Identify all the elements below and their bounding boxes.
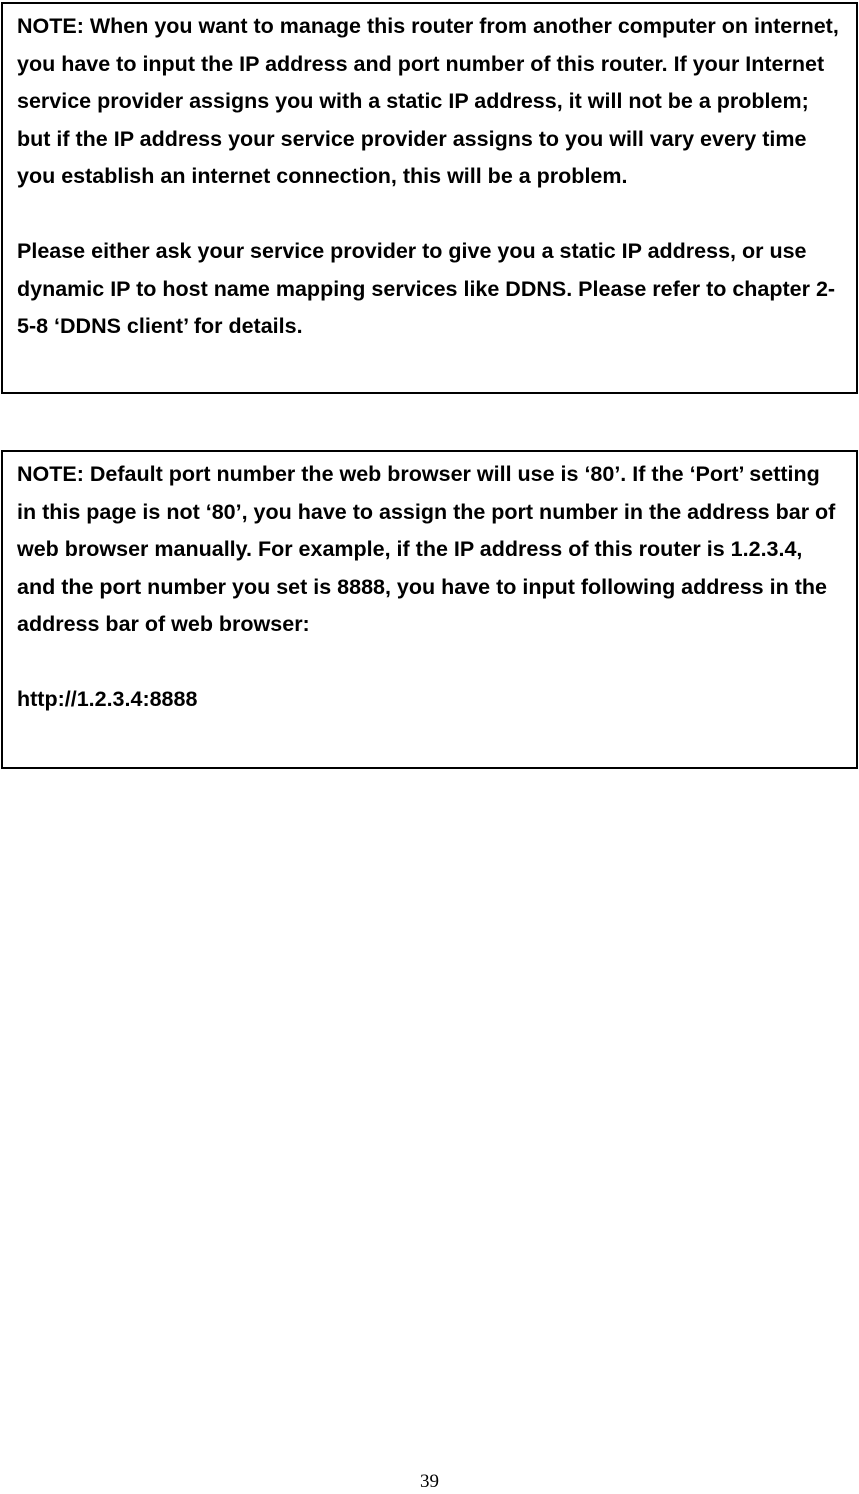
- note-box-port-number: [1, 450, 858, 769]
- note-paragraph: NOTE: Default port number the web browser will use is ‘80’. If the ‘Port’ setting in this page is not ‘80’, you have to assign the port number in the address bar of web browser manually. For example, if the IP address of this router is 1.2.3.4, and the port number you set is 8888, you have to input following address in the address bar of web browser:: [17, 462, 836, 636]
- note-paragraph: NOTE: When you want to manage this router from another computer on internet, you have to input the IP address and port number of this router. If your Internet service provider assigns you with a static IP address, it will not be a problem; but if the IP address your service provider assigns to you will vary every time you establish an internet connection, this will be a problem.: [17, 14, 839, 188]
- page-number: 39: [420, 1471, 439, 1492]
- example-url: http://1.2.3.4:8888: [17, 687, 198, 711]
- note-paragraph: Please either ask your service provider to give you a static IP address, or use dynamic IP to host name mapping services like DDNS. Please refer to chapter 2-5-8 ‘DDNS client’ for details.: [17, 239, 836, 338]
- note-box-remote-management: [1, 2, 858, 394]
- paragraph-spacer: [17, 196, 842, 234]
- paragraph-spacer: [17, 644, 842, 682]
